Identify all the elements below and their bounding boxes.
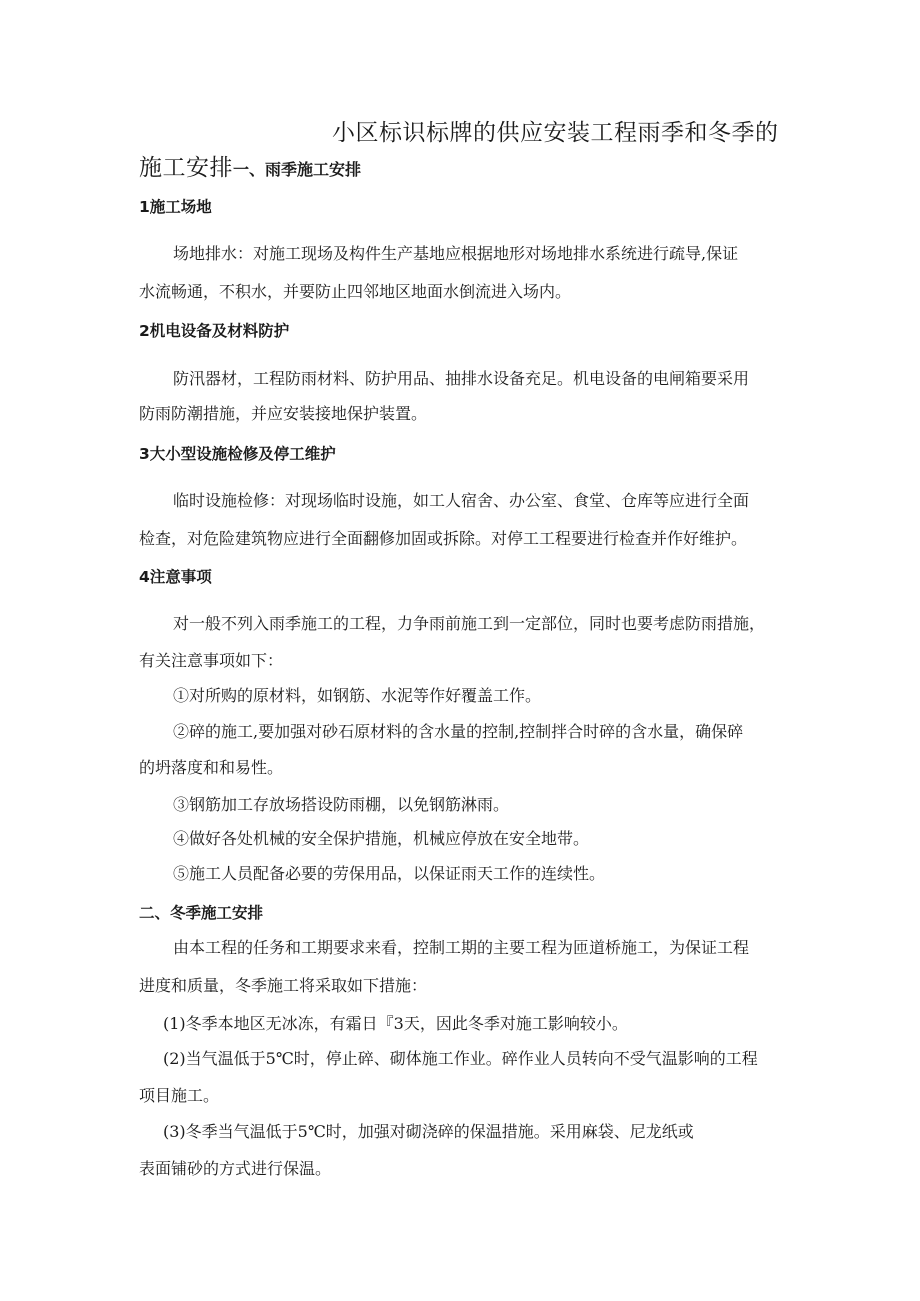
paragraph-line: 进度和质量，冬季施工将采取如下措施： (139, 976, 428, 995)
paragraph-line: 场地排水：对施工现场及构件生产基地应根据地形对场地排水系统进行疏导,保证 (173, 244, 739, 263)
list-item: ③钢筋加工存放场搭设防雨棚，以免钢筋淋雨。 (173, 795, 510, 814)
paragraph-line: 检查，对危险建筑物应进行全面翻修加固或拆除。对停工工程要进行检查并作好维护。 (139, 529, 748, 548)
list-item-continuation: 项目施工。 (139, 1086, 220, 1105)
paragraph-line: 临时设施检修：对现场临时设施，如工人宿舍、办公室、食堂、仓库等应进行全面 (173, 491, 750, 510)
document-title-line2-text: 施工安排 (139, 155, 233, 181)
subheading-equipment: 2机电设备及材料防护 (139, 322, 290, 340)
list-item-continuation: 的坍落度和和易性。 (139, 758, 284, 777)
paragraph-line: 防雨防潮措施，并应安装接地保护装置。 (139, 404, 428, 423)
paragraph-line: 由本工程的任务和工期要求来看，控制工期的主要工程为匝道桥施工，为保证工程 (173, 938, 750, 957)
subheading-site: 1施工场地 (139, 198, 212, 216)
paragraph-line: 水流畅通，不积水，并要防止四邻地区地面水倒流进入场内。 (139, 282, 572, 301)
list-item: ①对所购的原材料，如钢筋、水泥等作好覆盖工作。 (173, 686, 542, 705)
list-item: (1)冬季本地区无冰冻，有霜日『3天，因此冬季对施工影响较小。 (163, 1014, 628, 1033)
section-heading-winter: 二、冬季施工安排 (139, 904, 264, 922)
list-item-continuation: 表面铺砂的方式进行保温。 (139, 1159, 332, 1178)
list-item: (3)冬季当气温低于5℃时，加强对砌浇碎的保温措施。采用麻袋、尼龙纸或 (163, 1122, 694, 1141)
paragraph-line: 有关注意事项如下： (139, 651, 284, 670)
document-title-line1: 小区标识标牌的供应安装工程雨季和冬季的 (332, 120, 779, 146)
list-item: (2)当气温低于5℃时，停止碎、砌体施工作业。碎作业人员转向不受气温影响的工程 (163, 1049, 758, 1068)
subheading-notes: 4注意事项 (139, 568, 212, 586)
list-item: ②碎的施工,要加强对砂石原材料的含水量的控制,控制拌合时碎的含水量，确保碎 (173, 722, 744, 741)
list-item: ⑤施工人员配备必要的劳保用品，以保证雨天工作的连续性。 (173, 864, 606, 883)
paragraph-line: 对一般不列入雨季施工的工程，力争雨前施工到一定部位，同时也要考虑防雨措施， (173, 614, 766, 633)
section-heading-rainy-season: 一、雨季施工安排 (233, 160, 362, 179)
subheading-facilities: 3大小型设施检修及停工维护 (139, 445, 336, 463)
list-item: ④做好各处机械的安全保护措施，机械应停放在安全地带。 (173, 829, 590, 848)
document-title-line2 (139, 153, 361, 185)
paragraph-line: 防汛器材，工程防雨材料、防护用品、抽排水设备充足。机电设备的电闸箱要采用 (173, 369, 750, 388)
